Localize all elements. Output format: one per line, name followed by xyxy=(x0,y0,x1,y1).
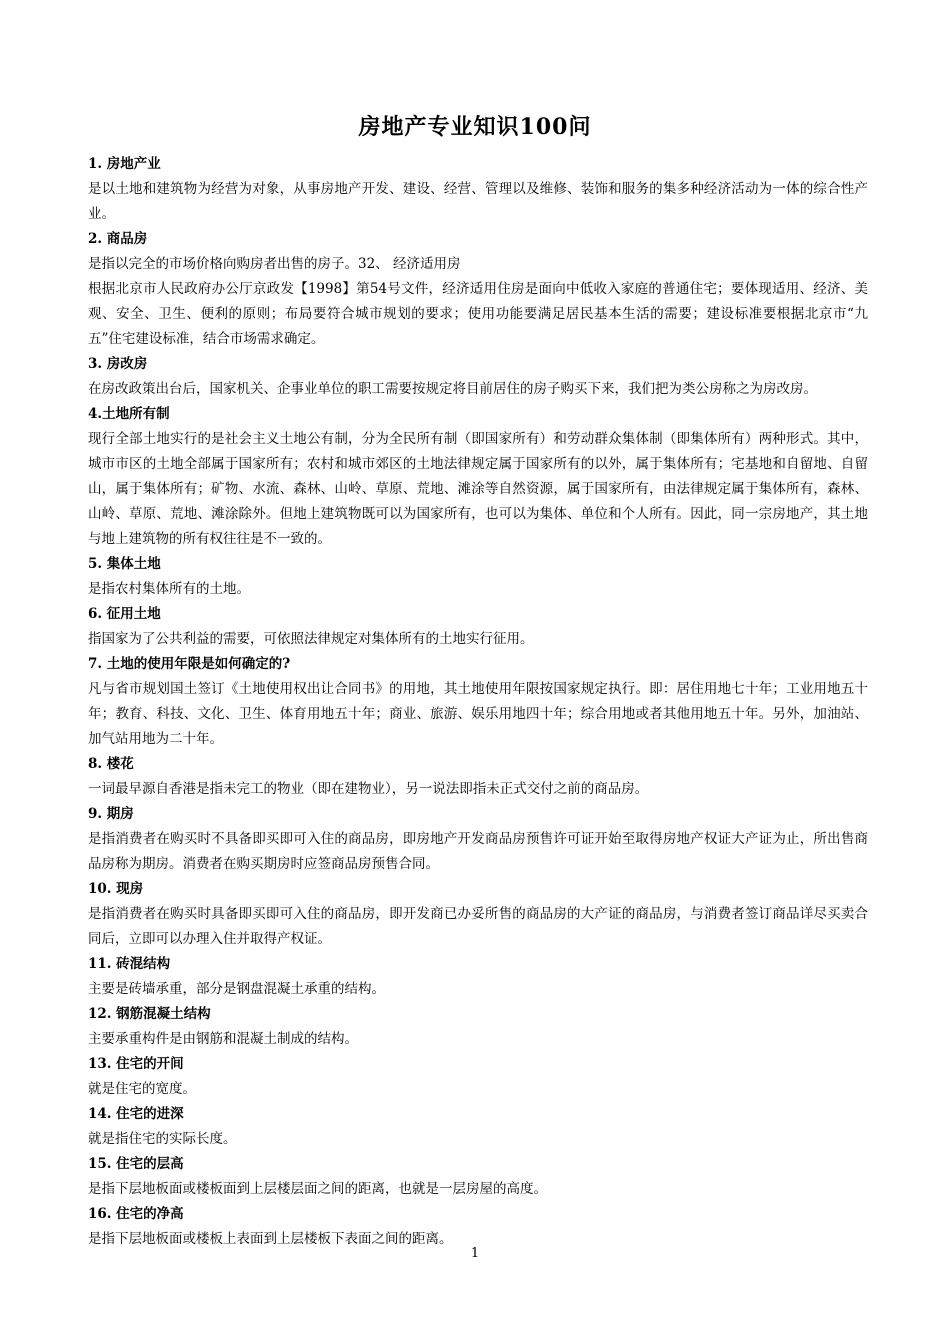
section-heading: 9. 期房 xyxy=(88,806,134,822)
section-paragraph: 是指农村集体所有的土地。 xyxy=(88,581,250,597)
section-heading: 13. 住宅的开间 xyxy=(88,1056,184,1072)
section-heading: 2. 商品房 xyxy=(88,231,148,247)
section-paragraph: 指国家为了公共利益的需要，可依照法律规定对集体所有的土地实行征用。 xyxy=(88,631,534,647)
section-heading: 1. 房地产业 xyxy=(88,156,161,172)
section-paragraph: 是指以完全的市场价格向购房者出售的房子。32、 经济适用房 xyxy=(88,256,461,272)
document-section xyxy=(88,152,868,227)
section-paragraph: 凡与省市规划国土签订《土地使用权出让合同书》的用地，其土地使用年限按国家规定执行。即：居住用地七十年；工业用地五十年；教育、科技、文化、卫生、体育用地五十年；商业、旅游、娱乐用地四十年；综合用地或者其他用地五十年。另外，加油站、加气站用地为二十年。 xyxy=(88,681,868,747)
section-heading: 8. 楼花 xyxy=(88,756,134,772)
section-paragraph: 是以土地和建筑物为经营为对象，从事房地产开发、建设、经营、管理以及维修、装饰和服务的集多种经济活动为一体的综合性产业。 xyxy=(88,181,868,222)
section-paragraph: 在房改政策出台后，国家机关、企事业单位的职工需要按规定将目前居住的房子购买下来，我们把为类公房称之为房改房。 xyxy=(88,381,817,397)
section-paragraph: 一词最早源自香港是指未完工的物业（即在建物业），另一说法即指未正式交付之前的商品房。 xyxy=(88,781,649,797)
document-section xyxy=(88,1002,868,1052)
section-paragraph: 是指消费者在购买时具备即买即可入住的商品房，即开发商已办妥所售的商品房的大产证的商品房，与消费者签订商品详尽买卖合同后，立即可以办理入住并取得产权证。 xyxy=(88,906,868,947)
section-paragraph: 就是指住宅的实际长度。 xyxy=(88,1131,237,1147)
section-heading: 5. 集体土地 xyxy=(88,556,161,572)
document-section xyxy=(88,552,868,602)
section-heading: 15. 住宅的层高 xyxy=(88,1156,184,1172)
document-section xyxy=(88,352,868,402)
section-heading: 3. 房改房 xyxy=(88,356,148,372)
section-heading: 12. 钢筋混凝土结构 xyxy=(88,1006,211,1022)
document-section xyxy=(88,752,868,802)
section-paragraph: 主要是砖墙承重，部分是钢盘混凝土承重的结构。 xyxy=(88,981,385,997)
document-body xyxy=(88,152,868,1252)
document-section xyxy=(88,652,868,752)
section-paragraph: 是指下层地板面或楼板面到上层楼层面之间的距离，也就是一层房屋的高度。 xyxy=(88,1181,547,1197)
section-heading: 11. 砖混结构 xyxy=(88,956,171,972)
document-section xyxy=(88,1102,868,1152)
section-heading: 6. 征用土地 xyxy=(88,606,161,622)
document-section xyxy=(88,227,868,352)
section-heading: 10. 现房 xyxy=(88,881,144,897)
document-section xyxy=(88,802,868,877)
document-section xyxy=(88,1202,868,1252)
section-paragraph: 是指消费者在购买时不具备即买即可入住的商品房，即房地产开发商品房预售许可证开始至取得房地产权证大产证为止，所出售商品房称为期房。消费者在购买期房时应签商品房预售合同。 xyxy=(88,831,868,872)
section-heading: 7. 土地的使用年限是如何确定的? xyxy=(88,656,291,672)
document-title: 房地产专业知识100问 xyxy=(358,114,592,140)
section-paragraph: 根据北京市人民政府办公厅京政发【1998】第54号文件，经济适用住房是面向中低收入家庭的普通住宅；要体现适用、经济、美观、安全、卫生、便利的原则；布局要符合城市规划的要求；使用功能要满足居民基本生活的需要；建设标准要根据北京市“九五”住宅建设标准，结合市场需求确定。 xyxy=(88,281,868,347)
document-section xyxy=(88,1152,868,1202)
section-heading: 4.土地所有制 xyxy=(88,406,170,422)
section-paragraph: 现行全部土地实行的是社会主义土地公有制，分为全民所有制（即国家所有）和劳动群众集体制（即集体所有）两种形式。其中，城市市区的土地全部属于国家所有；农村和城市郊区的土地法律规定属于国家所有的以外，属于集体所有；宅基地和自留地、自留山，属于集体所有；矿物、水流、森林、山岭、草原、荒地、滩涂等自然资源，属于国家所有，由法律规定属于集体所有，森林、山岭、草原、荒地、滩涂除外。但地上建筑物既可以为国家所有，也可以为集体、单位和个人所有。因此，同一宗房地产，其土地与地上建筑物的所有权往往是不一致的。 xyxy=(88,431,868,547)
section-paragraph: 主要承重构件是由钢筋和混凝土制成的结构。 xyxy=(88,1031,358,1047)
document-section xyxy=(88,952,868,1002)
page-number: 1 xyxy=(470,1246,480,1261)
document-section xyxy=(88,402,868,552)
document-section xyxy=(88,877,868,952)
section-paragraph: 就是住宅的宽度。 xyxy=(88,1081,196,1097)
document-section xyxy=(88,1052,868,1102)
section-heading: 14. 住宅的进深 xyxy=(88,1106,184,1122)
document-section xyxy=(88,602,868,652)
section-paragraph: 是指下层地板面或楼板上表面到上层楼板下表面之间的距离。 xyxy=(88,1231,453,1247)
section-heading: 16. 住宅的净高 xyxy=(88,1206,184,1222)
